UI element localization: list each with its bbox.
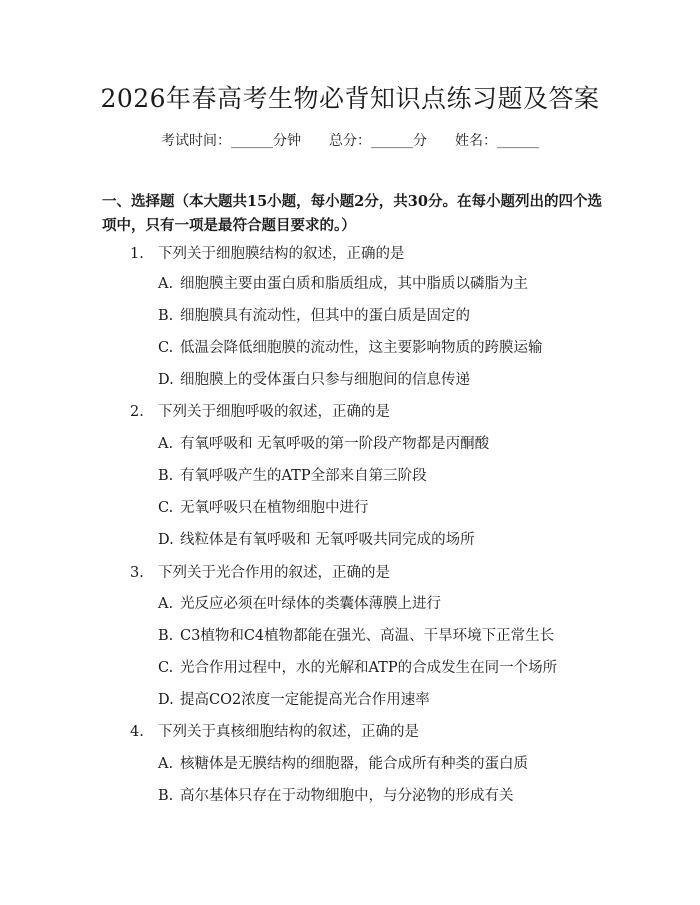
question-1 [130,244,405,264]
question-number: 2. [130,404,144,420]
option-3b [158,626,554,646]
option-text: 提高CO2浓度一定能提高光合作用速率 [180,692,430,708]
option-text: 高尔基体只存在于动物细胞中，与分泌物的形成有关 [180,788,514,804]
option-letter: B. [158,628,174,644]
option-letter: C. [158,660,174,676]
question-4 [130,722,419,742]
option-1a [158,274,528,294]
option-letter: A. [158,436,174,452]
student-name-field: 姓名：______ [455,133,539,149]
option-4b [158,786,514,806]
option-text: 有氧呼吸产生的ATP全部来自第三阶段 [180,468,427,484]
option-text: 光反应必须在叶绿体的类囊体薄膜上进行 [180,596,441,612]
option-2b [158,466,427,486]
question-3 [130,563,390,583]
question-stem: 下列关于真核细胞结构的叙述，正确的是 [158,724,419,740]
option-letter: B. [158,308,174,324]
option-3a [158,594,441,614]
option-text: 线粒体是有氧呼吸和 无氧呼吸共同完成的场所 [180,532,475,548]
option-text: 细胞膜具有流动性，但其中的蛋白质是固定的 [180,308,470,324]
option-1d [158,370,470,390]
option-letter: C. [158,340,174,356]
question-2 [130,402,390,422]
exam-info-line [0,131,700,151]
total-score-field: 总分：______分 [329,133,427,149]
option-2d [158,530,475,550]
option-3d [158,690,430,710]
option-letter: A. [158,596,174,612]
option-letter: C. [158,500,174,516]
option-text: 细胞膜主要由蛋白质和脂质组成，其中脂质以磷脂为主 [180,276,528,292]
option-2c [158,498,369,518]
option-text: 有氧呼吸和 无氧呼吸的第一阶段产物都是丙酮酸 [180,436,490,452]
option-letter: A. [158,276,174,292]
option-letter: B. [158,468,174,484]
option-letter: A. [158,756,174,772]
option-1b [158,306,470,326]
option-letter: D. [158,372,174,388]
section-heading: 一、选择题（本大题共15小题，每小题2分，共30分。在每小题列出的四个选项中，只有一项是最符合题目要求的。） [102,193,602,234]
question-stem: 下列关于光合作用的叙述，正确的是 [158,565,390,581]
option-letter: D. [158,532,174,548]
option-2a [158,434,489,454]
exam-time-field: 考试时间：______分钟 [161,133,301,149]
option-text: 低温会降低细胞膜的流动性，这主要影响物质的跨膜运输 [180,340,543,356]
question-number: 1. [130,246,144,262]
question-number: 4. [130,724,144,740]
option-letter: B. [158,788,174,804]
option-4a [158,754,528,774]
option-letter: D. [158,692,174,708]
question-stem: 下列关于细胞膜结构的叙述，正确的是 [158,246,405,262]
page-title: 2026年春高考生物必背知识点练习题及答案 [100,84,600,113]
option-text: C3植物和C4植物都能在强光、高温、干旱环境下正常生长 [180,628,555,644]
option-text: 无氧呼吸只在植物细胞中进行 [180,500,369,516]
option-3c [158,658,557,678]
option-text: 细胞膜上的受体蛋白只参与细胞间的信息传递 [180,372,470,388]
option-text: 核糖体是无膜结构的细胞器，能合成所有种类的蛋白质 [180,756,528,772]
question-number: 3. [130,565,144,581]
question-stem: 下列关于细胞呼吸的叙述，正确的是 [158,404,390,420]
option-text: 光合作用过程中，水的光解和ATP的合成发生在同一个场所 [180,660,558,676]
option-1c [158,338,543,358]
